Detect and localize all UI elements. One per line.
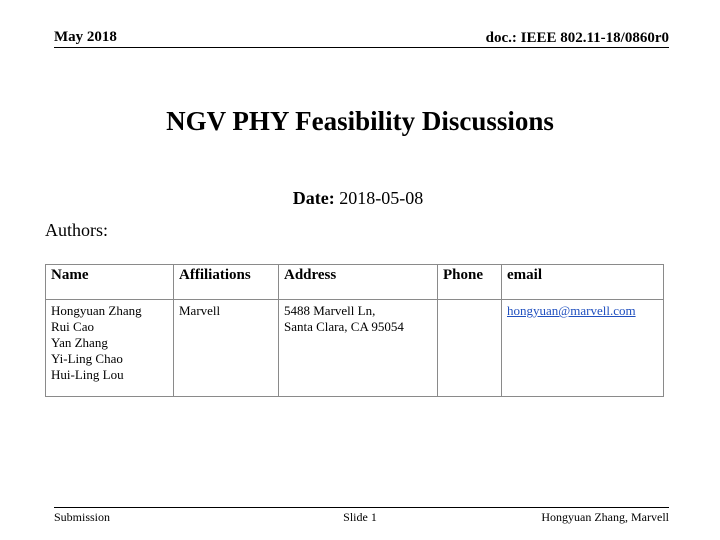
footer-author: Hongyuan Zhang, Marvell xyxy=(541,510,669,524)
cell-phone xyxy=(438,300,502,397)
author-name: Hongyuan Zhang xyxy=(51,303,142,318)
authors-label: Authors: xyxy=(45,220,108,240)
author-name: Yi-Ling Chao xyxy=(51,351,123,366)
author-name: Yan Zhang xyxy=(51,335,108,350)
header-date: May 2018 xyxy=(54,29,117,45)
column-header-address: Address xyxy=(279,265,438,300)
email-link[interactable]: hongyuan@marvell.com xyxy=(507,303,636,318)
footer-slide-number: Slide 1 xyxy=(343,510,377,524)
author-name: Hui-Ling Lou xyxy=(51,367,124,382)
header-divider xyxy=(54,47,669,48)
date-line xyxy=(0,188,716,209)
author-name: Rui Cao xyxy=(51,319,94,334)
slide-title: NGV PHY Feasibility Discussions xyxy=(166,106,554,136)
address-line: Santa Clara, CA 95054 xyxy=(284,319,404,334)
header-doc-id: doc.: IEEE 802.11-18/0860r0 xyxy=(485,30,669,46)
cell-affiliation: Marvell xyxy=(174,300,279,397)
footer-divider xyxy=(54,507,669,508)
footer-submission: Submission xyxy=(54,510,111,524)
date-value: 2018-05-08 xyxy=(339,188,424,208)
cell-address xyxy=(279,300,438,397)
authors-table xyxy=(45,264,664,397)
date-label: Date: xyxy=(292,188,335,208)
column-header-phone: Phone xyxy=(438,265,502,300)
table-header-row xyxy=(46,265,664,300)
table-row xyxy=(46,300,664,397)
column-header-name: Name xyxy=(46,265,174,300)
address-line: 5488 Marvell Ln, xyxy=(284,303,376,318)
column-header-affiliations: Affiliations xyxy=(174,265,279,300)
cell-email xyxy=(502,300,664,397)
column-header-email: email xyxy=(502,265,664,300)
cell-names xyxy=(46,300,174,397)
